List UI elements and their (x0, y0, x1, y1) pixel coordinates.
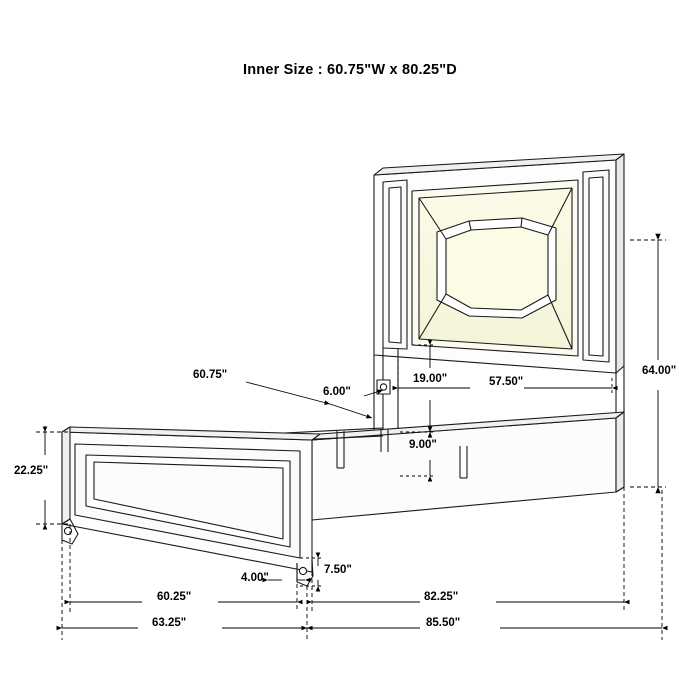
dim-label-deck-height: 9.00" (409, 439, 437, 451)
dim-label-footboard-height: 22.25" (14, 465, 49, 477)
dim-label-overall-length: 85.50" (426, 617, 461, 629)
dim-label-headboard-panel-drop: 19.00" (413, 373, 448, 385)
dim-label-rail-to-headboard: 6.00" (323, 386, 351, 398)
dim-label-side-rail-length: 82.25" (424, 591, 459, 603)
dim-label-headboard-height: 64.00" (642, 365, 677, 377)
dim-label-mattress-width-top: 60.75" (193, 369, 228, 381)
dim-label-foot-leg-offset: 4.00" (241, 572, 269, 584)
page-title: Inner Size : 60.75"W x 80.25"D (243, 62, 457, 78)
dim-label-leg-height: 7.50" (324, 564, 352, 576)
dim-label-bed-length-interior: 57.50" (489, 376, 524, 388)
dim-label-footboard-outer-width: 63.25" (152, 617, 187, 629)
dim-label-footboard-inner-width: 60.25" (157, 591, 192, 603)
bed-outline (62, 154, 624, 586)
